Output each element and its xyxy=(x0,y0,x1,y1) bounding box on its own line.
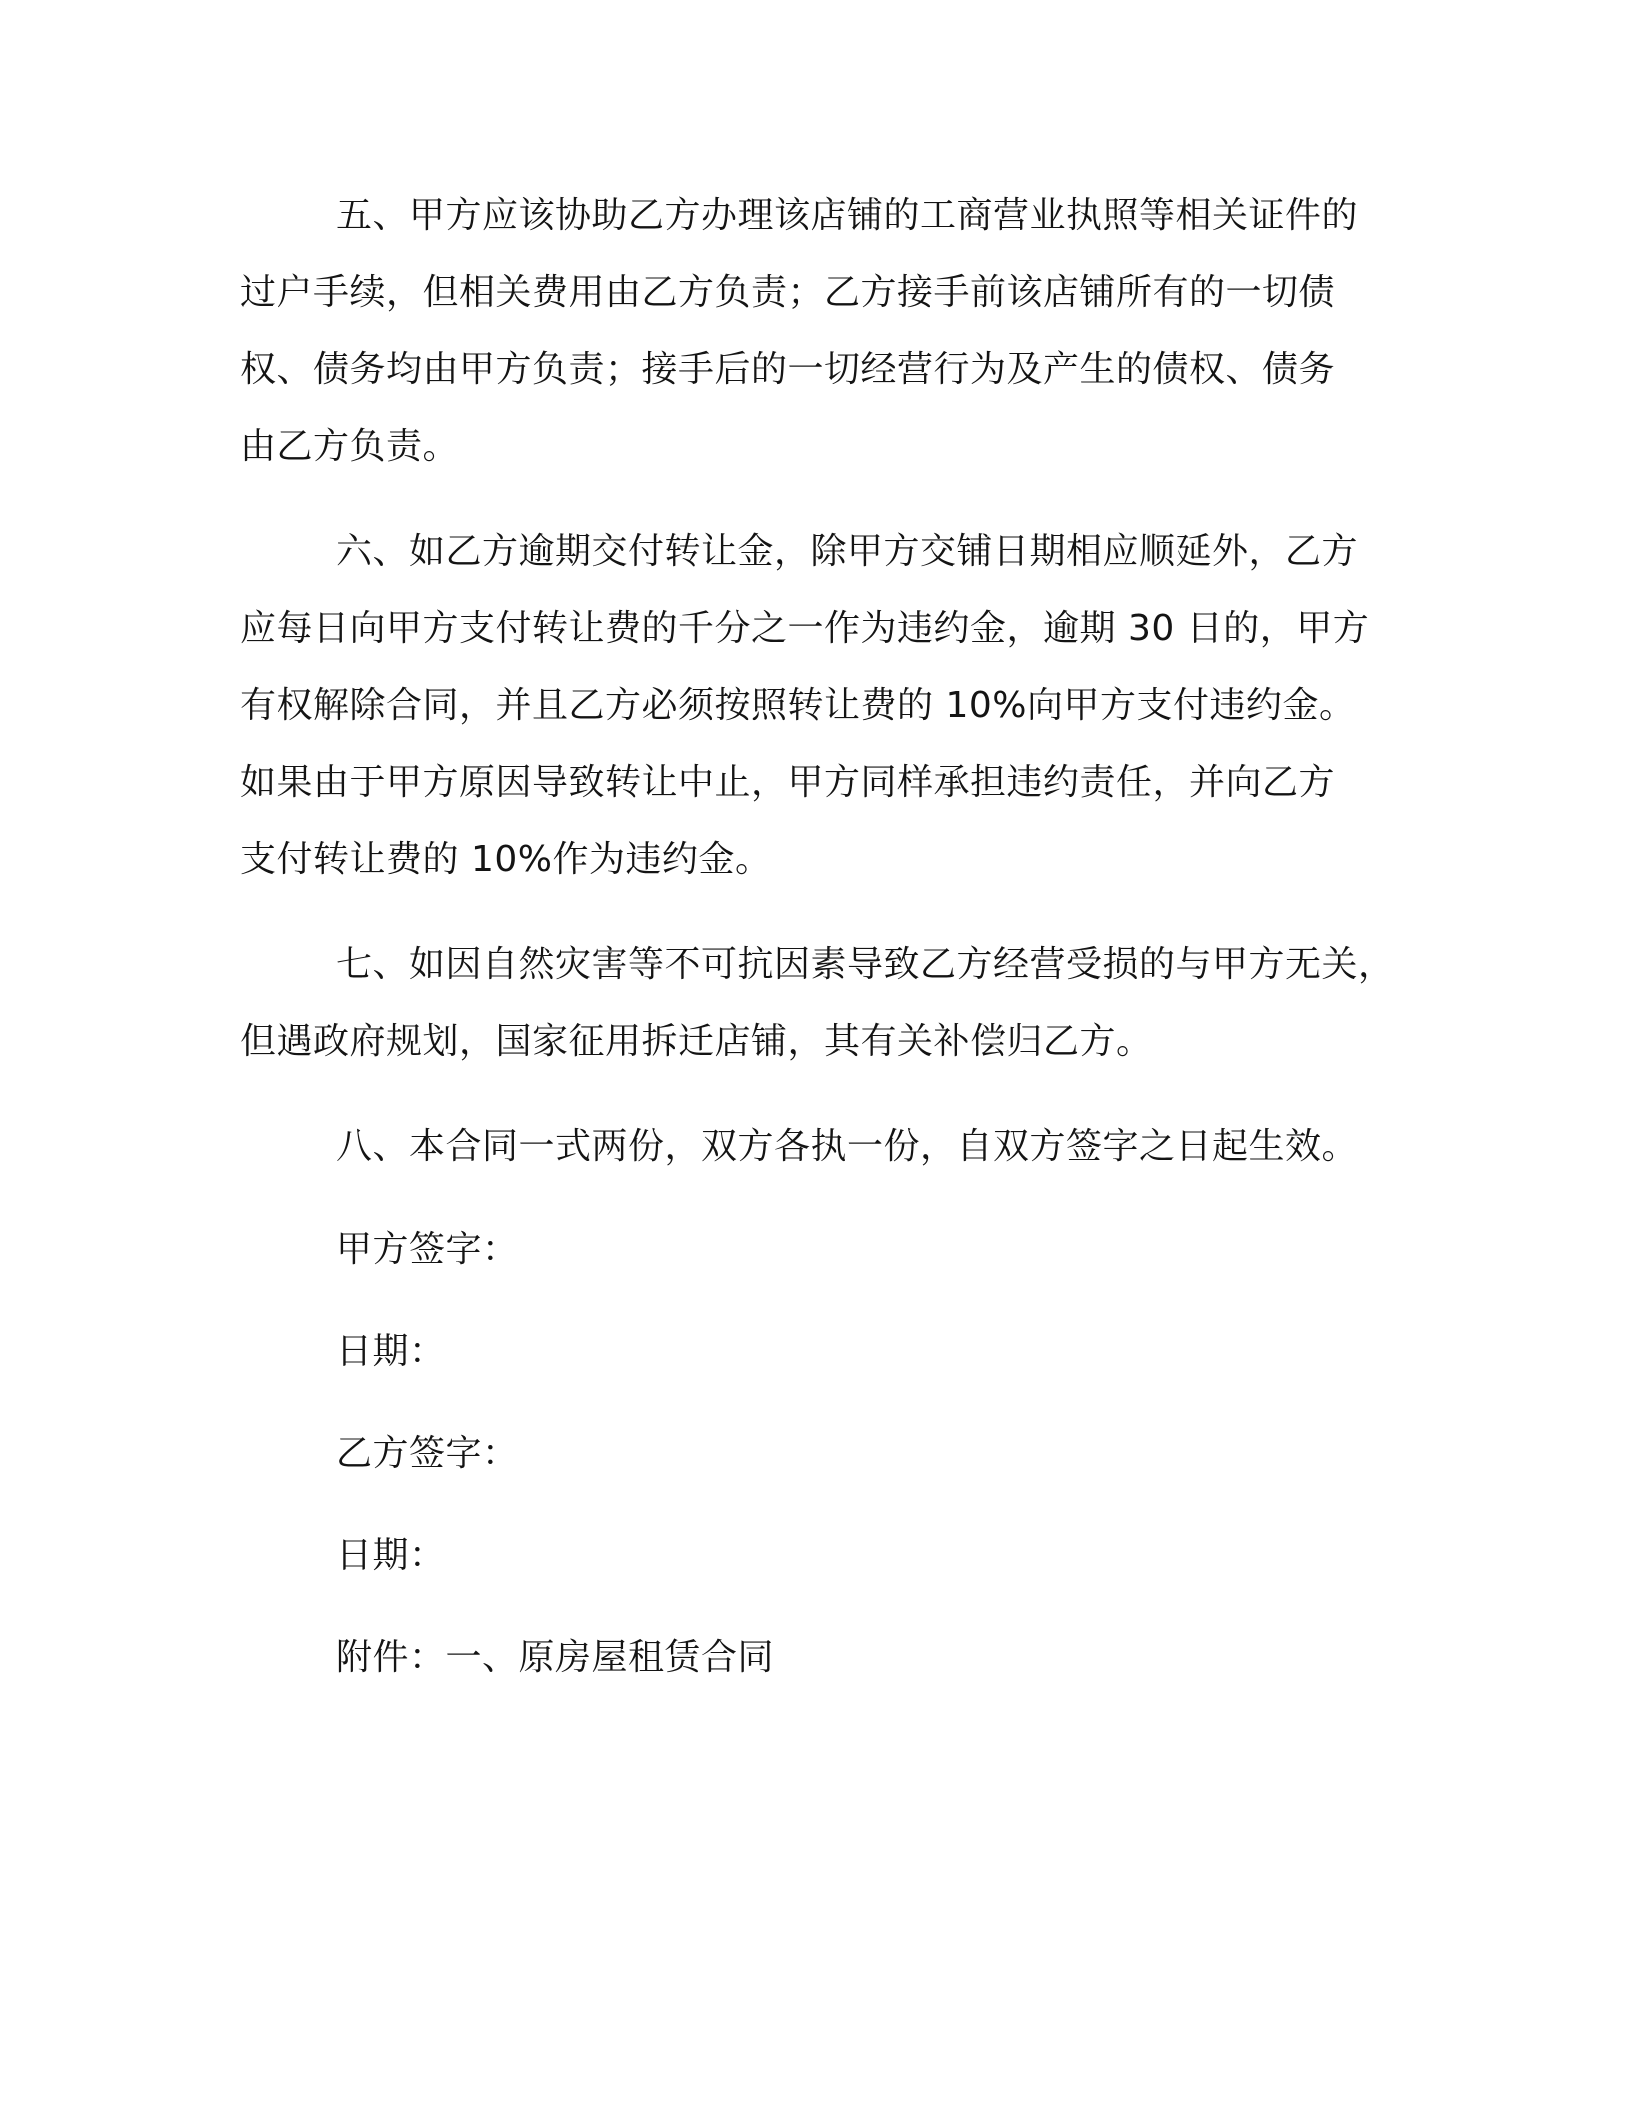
party-a-date-label: 日期： xyxy=(336,1331,446,1372)
clause-6-line-5: 支付转让费的 10%作为违约金。 xyxy=(240,839,772,880)
clause-6-line-2: 应每日向甲方支付转让费的千分之一作为违约金，逾期 30 日的，甲方 xyxy=(240,608,1370,649)
attachment-line: 附件：一、原房屋租赁合同 xyxy=(336,1637,775,1678)
clause-7-line-1: 七、如因自然灾害等不可抗因素导致乙方经营受损的与甲方无关， xyxy=(336,944,1395,985)
clause-6-line-1: 六、如乙方逾期交付转让金，除甲方交铺日期相应顺延外，乙方 xyxy=(336,531,1359,572)
party-a-signature-label: 甲方签字： xyxy=(336,1229,519,1270)
party-b-signature-label: 乙方签字： xyxy=(336,1433,519,1474)
clause-5-line-1: 五、甲方应该协助乙方办理该店铺的工商营业执照等相关证件的 xyxy=(336,195,1359,236)
clause-5-line-2: 过户手续，但相关费用由乙方负责；乙方接手前该店铺所有的一切债 xyxy=(240,272,1336,313)
clause-5-line-4: 由乙方负责。 xyxy=(240,426,460,467)
clause-7-line-2: 但遇政府规划，国家征用拆迁店铺，其有关补偿归乙方。 xyxy=(240,1021,1153,1062)
clause-6-line-4: 如果由于甲方原因导致转让中止，甲方同样承担违约责任，并向乙方 xyxy=(240,762,1336,803)
clause-5-line-3: 权、债务均由甲方负责；接手后的一切经营行为及产生的债权、债务 xyxy=(240,349,1336,390)
party-b-date-label: 日期： xyxy=(336,1535,446,1576)
clause-6-line-3: 有权解除合同，并且乙方必须按照转让费的 10%向甲方支付违约金。 xyxy=(240,685,1356,726)
clause-8: 八、本合同一式两份，双方各执一份，自双方签字之日起生效。 xyxy=(336,1126,1359,1167)
